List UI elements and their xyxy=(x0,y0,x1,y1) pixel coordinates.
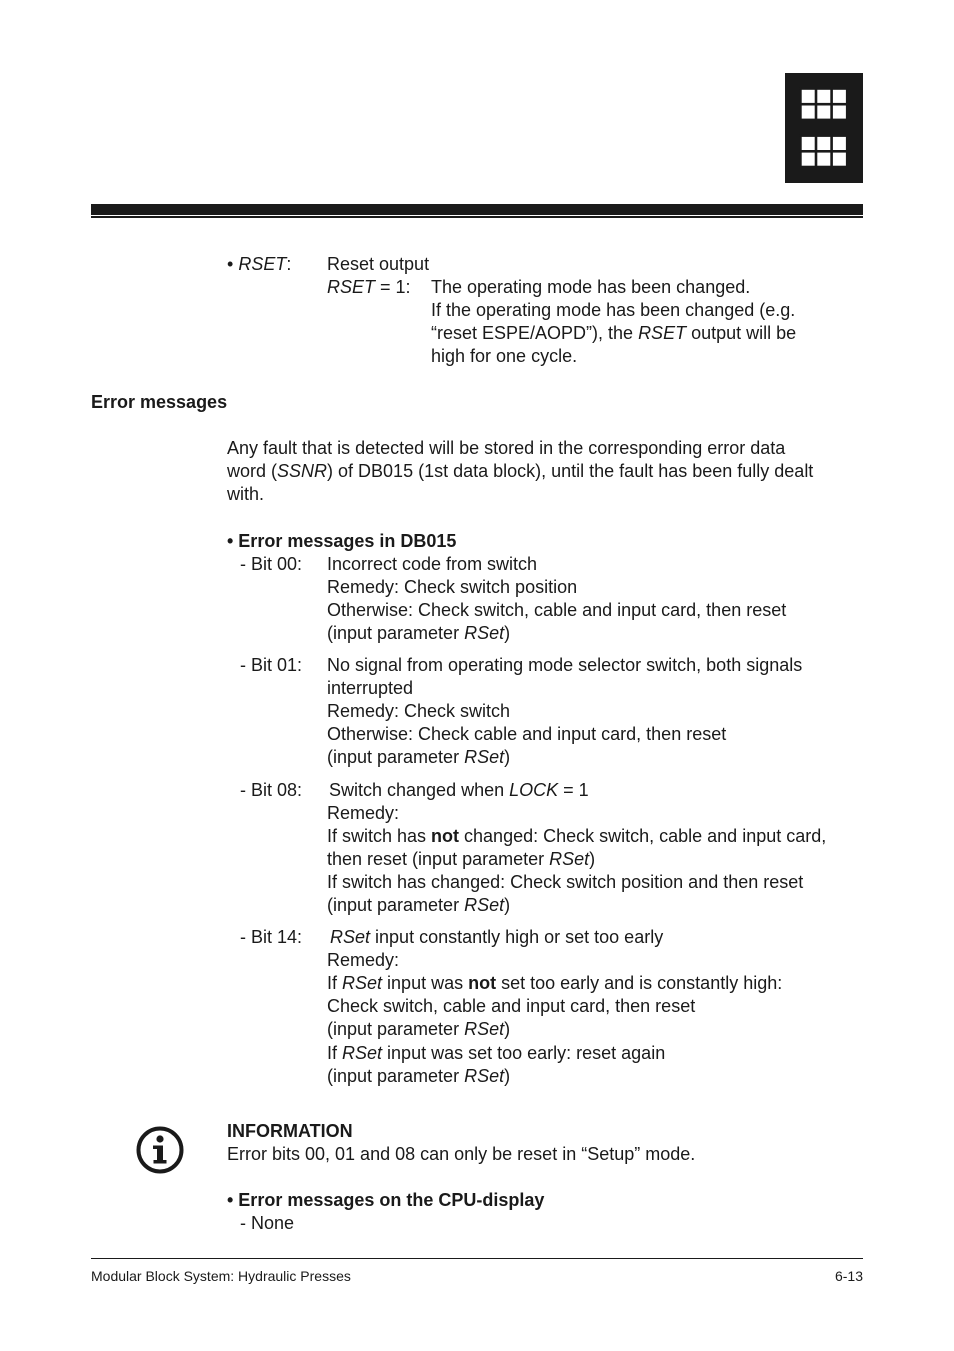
error-para-l1: Any fault that is detected will be stored in the corresponding error data xyxy=(227,438,786,458)
logo-cell xyxy=(786,89,800,103)
error-para-l3: with. xyxy=(227,484,265,504)
logo-cell xyxy=(817,152,831,166)
logo-cell xyxy=(801,74,815,88)
bit00-l2: Remedy: Check switch position xyxy=(327,577,578,597)
logo-cell xyxy=(832,136,846,150)
logo-cell xyxy=(801,152,815,166)
cpu-heading: • Error messages on the CPU-display xyxy=(227,1190,545,1210)
logo-cell xyxy=(801,121,815,135)
logo-cell xyxy=(817,105,831,119)
bit14-l2: Remedy: xyxy=(327,950,400,970)
logo-cell xyxy=(832,105,846,119)
logo-cell xyxy=(817,74,831,88)
logo-cell xyxy=(832,152,846,166)
header-rule xyxy=(91,204,863,215)
footer-rule xyxy=(91,1258,863,1259)
bit08-l2: Remedy: xyxy=(327,803,400,823)
logo-cell xyxy=(848,105,862,119)
logo-cell xyxy=(786,168,800,182)
bit14-param-1: (input parameter RSet) xyxy=(327,1019,511,1039)
rset-label: • RSET: xyxy=(227,254,292,274)
logo-cell xyxy=(848,121,862,135)
logo-cell xyxy=(786,74,800,88)
bit00-label: - Bit 00: xyxy=(240,554,303,574)
rset-l4: high for one cycle. xyxy=(431,346,578,366)
logo-cell xyxy=(786,121,800,135)
bit08-label: - Bit 08: xyxy=(240,780,303,800)
bit01-l2: interrupted xyxy=(327,678,414,698)
bit14-l4: Check switch, cable and input card, then reset xyxy=(327,996,696,1016)
logo-cell xyxy=(801,105,815,119)
bit14-l6: If RSet input was set too early: reset again xyxy=(327,1043,666,1063)
error-messages-heading: Error messages xyxy=(91,392,228,412)
rset-l2: If the operating mode has been changed (e.g. xyxy=(431,300,796,320)
logo-cell xyxy=(786,105,800,119)
bit14-param-2: (input parameter RSet) xyxy=(327,1066,511,1086)
logo-cell xyxy=(832,168,846,182)
logo-cell xyxy=(848,74,862,88)
bit01-l1: No signal from operating mode selector switch, both signals xyxy=(327,655,803,675)
bit01-param: (input parameter RSet) xyxy=(327,747,511,767)
logo-cell xyxy=(786,152,800,166)
header-rule-thin xyxy=(91,216,863,218)
rset-desc: Reset output xyxy=(327,254,430,274)
bit14-l3: If RSet input was not set too early and is constantly high: xyxy=(327,973,783,993)
bit00-l3: Otherwise: Check switch, cable and input card, then reset xyxy=(327,600,787,620)
logo-cell xyxy=(848,136,862,150)
rset-eq: RSET = 1: xyxy=(327,277,411,297)
footer-title: Modular Block System: Hydraulic Presses xyxy=(91,1268,351,1284)
logo-cell xyxy=(848,89,862,103)
error-para-l2: word (SSNR) of DB015 (1st data block), until the fault has been fully dealt xyxy=(227,461,814,481)
bit01-l3: Remedy: Check switch xyxy=(327,701,511,721)
bit00-param: (input parameter RSet) xyxy=(327,623,511,643)
logo-cell xyxy=(817,89,831,103)
rset-l1: The operating mode has been changed. xyxy=(431,277,751,297)
bit01-l4: Otherwise: Check cable and input card, then reset xyxy=(327,724,727,744)
bit08-l1: Switch changed when LOCK = 1 xyxy=(329,780,589,800)
logo-cell xyxy=(832,89,846,103)
logo-cell xyxy=(801,89,815,103)
db015-heading: • Error messages in DB015 xyxy=(227,531,457,551)
bit14-label: - Bit 14: xyxy=(240,927,303,947)
bit08-l4: then reset (input parameter RSet) xyxy=(327,849,596,869)
logo-cell xyxy=(801,136,815,150)
bit01-label: - Bit 01: xyxy=(240,655,303,675)
bit00-l1: Incorrect code from switch xyxy=(327,554,538,574)
bit08-param: (input parameter RSet) xyxy=(327,895,511,915)
logo-cell xyxy=(817,136,831,150)
logo-cell xyxy=(832,74,846,88)
logo-cell xyxy=(848,168,862,182)
bit08-l3: If switch has not changed: Check switch, cable and input card, xyxy=(327,826,827,846)
logo-cell xyxy=(801,168,815,182)
information-heading: INFORMATION xyxy=(227,1121,353,1141)
logo-cell xyxy=(848,152,862,166)
logo-cell xyxy=(817,121,831,135)
bit14-l1: RSet input constantly high or set too early xyxy=(330,927,664,947)
cpu-item: - None xyxy=(240,1213,295,1233)
logo-cell xyxy=(786,136,800,150)
rset-l3: “reset ESPE/AOPD”), the RSET output will be xyxy=(431,323,797,343)
logo-cell xyxy=(832,121,846,135)
info-icon xyxy=(136,1126,184,1174)
page-number: 6-13 xyxy=(834,1268,863,1284)
logo-cell xyxy=(817,168,831,182)
modular-block-grid-logo xyxy=(785,73,863,183)
bit08-l5: If switch has changed: Check switch position and then reset xyxy=(327,872,804,892)
information-text: Error bits 00, 01 and 08 can only be reset in “Setup” mode. xyxy=(227,1144,696,1164)
